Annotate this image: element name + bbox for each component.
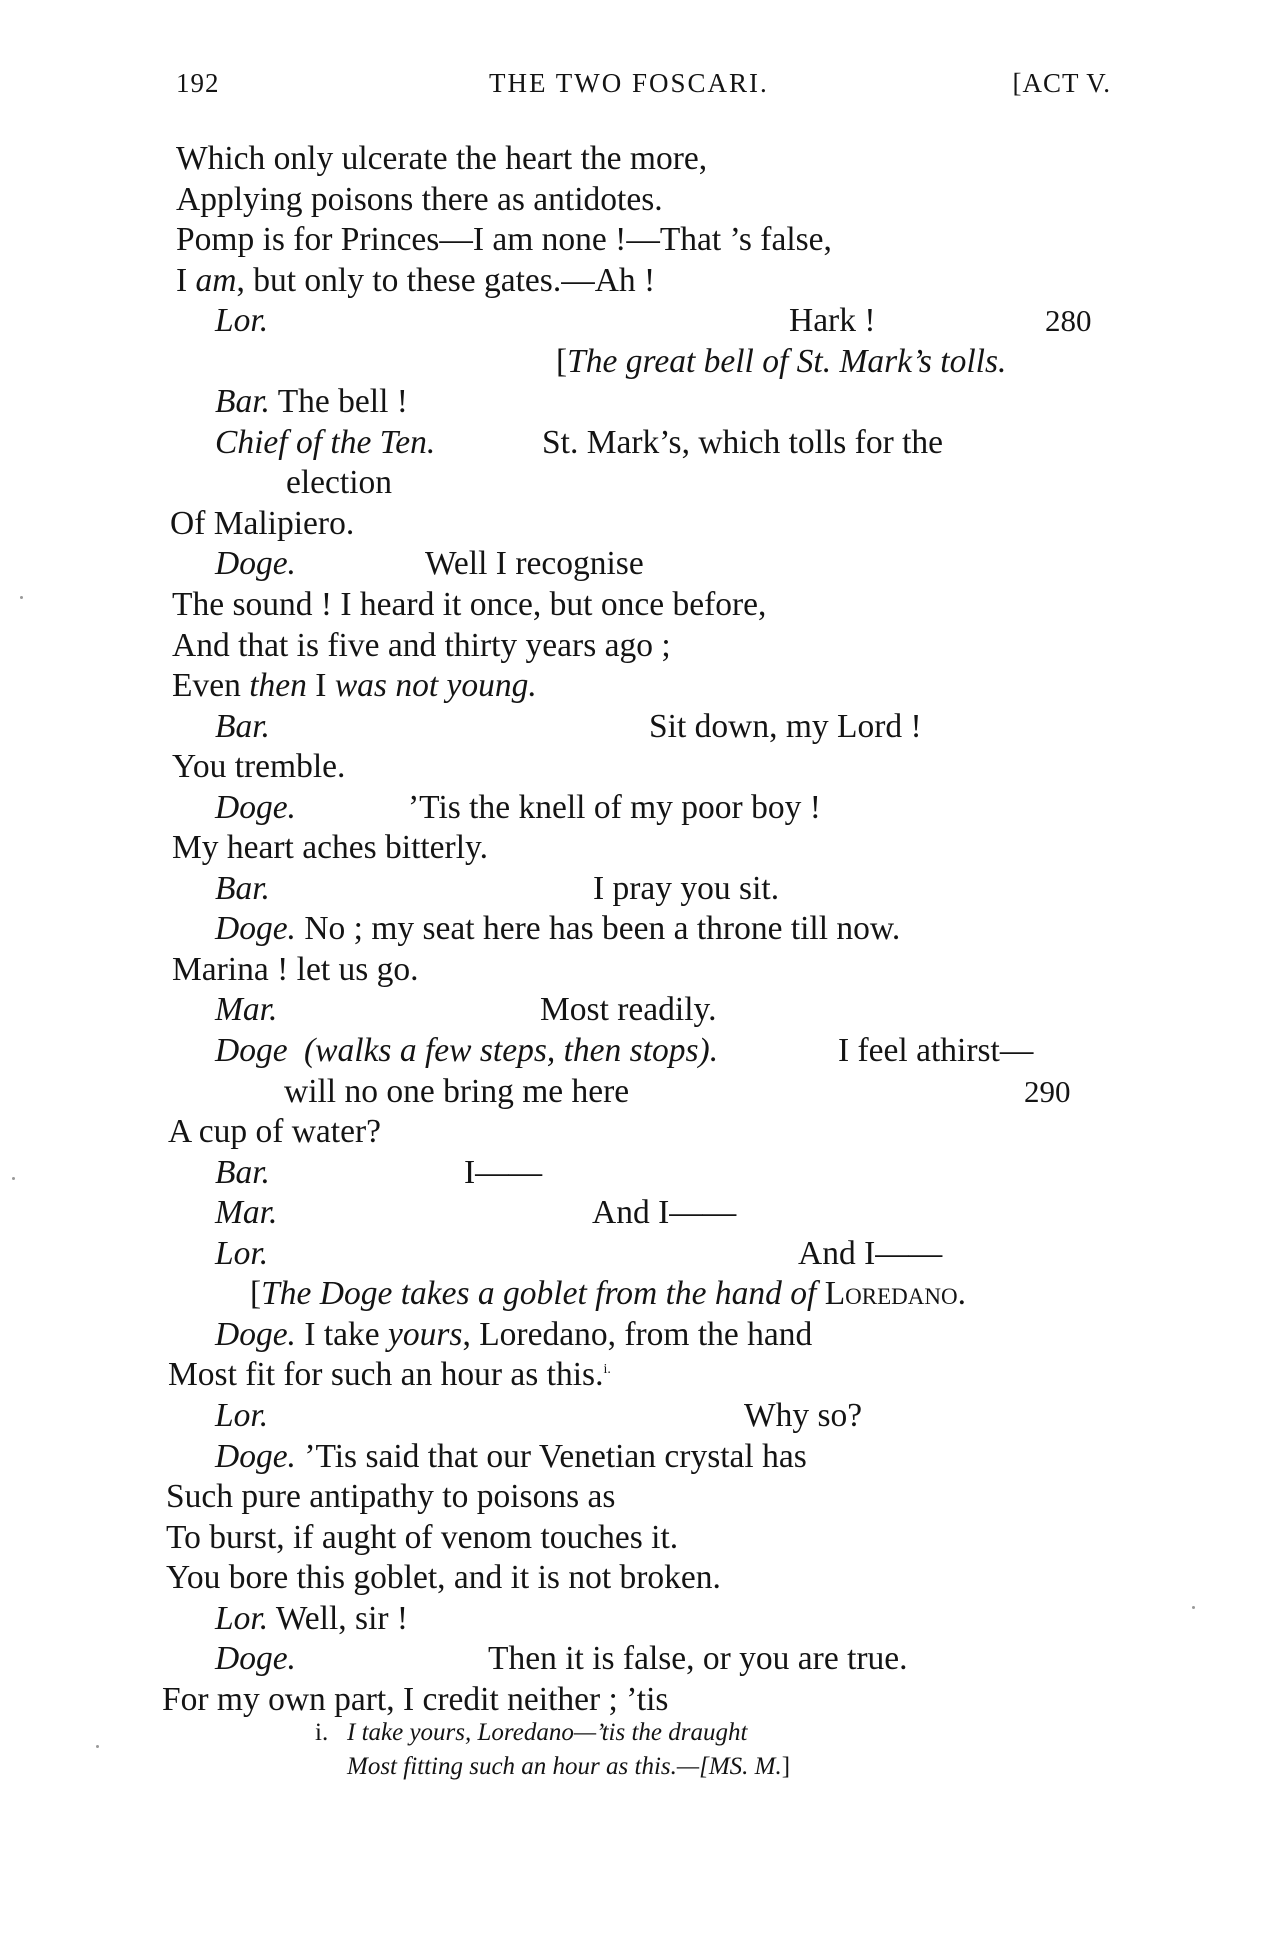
speaker-name: Mar. — [215, 991, 278, 1029]
verse-line: Lor. Why so? — [0, 1396, 1264, 1437]
stage-direction: [The great bell of St. Mark’s tolls. — [556, 342, 1007, 380]
verse-line: For my own part, I credit neither ; ’tis — [162, 1680, 669, 1718]
footnote-marker: i. — [315, 1719, 329, 1746]
paper-speck — [1192, 1606, 1195, 1609]
verse-line: Doge. No ; my seat here has been a throne till now. — [215, 910, 901, 948]
footnote-source: MS. M. — [708, 1753, 782, 1780]
speaker-name: Bar. — [215, 1153, 270, 1191]
speaker-name: Doge. — [215, 910, 296, 948]
verse-line: Of Malipiero. — [170, 504, 355, 542]
verse-line: Marina ! let us go. — [172, 950, 419, 988]
line-number: 280 — [1045, 303, 1092, 339]
speaker-name: Doge. — [215, 1315, 296, 1353]
verse-line: Lor. Well, sir ! — [215, 1599, 409, 1637]
verse-line: Such pure antipathy to poisons as — [166, 1478, 616, 1516]
verse-line: Lor. And I—— — [0, 1234, 1264, 1275]
verse-line: Applying poisons there as antidotes. — [176, 180, 663, 218]
verse-line: Bar. I—— — [0, 1153, 1264, 1194]
verse-line: The sound ! I heard it once, but once before, — [172, 586, 767, 624]
running-title: THE TWO FOSCARI. — [489, 68, 769, 98]
footnote-reference[interactable]: i. — [603, 1362, 611, 1378]
paper-speck — [12, 1177, 15, 1180]
verse-line: Doge. ’Tis said that our Venetian crystal has — [215, 1437, 807, 1475]
speaker-name: Doge. — [215, 1640, 296, 1678]
paper-speck — [96, 1745, 99, 1748]
verse-line: election — [286, 464, 393, 502]
speaker-name: Bar. — [215, 869, 270, 907]
verse-line: Most fit for such an hour as this.$^{i.}$ — [168, 1356, 611, 1394]
running-header — [176, 68, 1111, 112]
verse-line: To burst, if aught of venom touches it. — [166, 1518, 679, 1556]
verse-line: will no one bring me here 290 — [0, 1072, 1264, 1113]
verse-line: Bar. The bell ! — [215, 383, 408, 421]
speaker-name: Doge. — [215, 1437, 296, 1475]
footnote — [0, 1716, 1264, 1750]
stage-direction: (walks a few steps, then stops). — [304, 1032, 719, 1070]
verse-line: Mar. Most readily. — [0, 990, 1264, 1031]
footnote-line: I take yours, Loredano—’tis the draught — [347, 1719, 748, 1746]
verse-line: Doge. Well I recognise — [0, 544, 1264, 585]
verse-line: Even then I was not young. — [172, 667, 537, 705]
page-number: 192 — [176, 68, 220, 98]
footnote-line: Most fitting such an hour as this.—[ — [347, 1753, 709, 1780]
speaker-name: Lor. — [215, 1599, 269, 1637]
verse-line: And that is five and thirty years ago ; — [172, 626, 671, 664]
speaker-name: Chief of the Ten. — [215, 423, 436, 461]
paper-speck — [20, 596, 23, 599]
speaker-name: Bar. — [215, 383, 270, 421]
verse-line: You tremble. — [172, 748, 346, 786]
speaker-name: Mar. — [215, 1194, 278, 1232]
verse-line: A cup of water? — [168, 1113, 382, 1151]
verse-line: Chief of the Ten. St. Mark’s, which tolls for the — [0, 423, 1264, 464]
verse-line: Bar. I pray you sit. — [0, 869, 1264, 910]
verse-line: Mar. And I—— — [0, 1193, 1264, 1234]
verse-line: I am, but only to these gates.—Ah ! — [176, 261, 656, 299]
speaker-name: Bar. — [215, 707, 270, 745]
act-indicator: [ACT V. — [1012, 68, 1111, 98]
verse-line: You bore this goblet, and it is not broken. — [166, 1559, 721, 1597]
verse-line: Bar. Sit down, my Lord ! — [0, 707, 1264, 748]
speaker-name: Doge. — [215, 545, 296, 583]
verse-line: Pomp is for Princes—I am none !—That ’s false, — [176, 221, 832, 259]
line-number: 290 — [1024, 1073, 1071, 1109]
speaker-name: Lor. — [215, 1234, 269, 1272]
speaker-name: Lor. — [215, 1396, 269, 1434]
footnote-continuation: Most fitting such an hour as this.—[MS. M.] — [347, 1753, 791, 1780]
speaker-name: Doge. — [215, 788, 296, 826]
play-text — [0, 139, 1264, 1720]
speaker-name: Doge — [215, 1032, 288, 1070]
verse-line: Doge. Then it is false, or you are true. — [0, 1639, 1264, 1680]
verse-line: Which only ulcerate the heart the more, — [176, 140, 708, 177]
verse-line: Doge (walks a few steps, then stops). I feel athirst— — [0, 1031, 1264, 1072]
stage-direction: [The Doge takes a goblet from the hand of Loredano. — [250, 1275, 966, 1313]
speaker-name: Lor. — [215, 302, 269, 340]
verse-line: Doge. I take yours, Loredano, from the hand — [215, 1315, 813, 1353]
verse-line: My heart aches bitterly. — [172, 829, 488, 867]
verse-line: Doge. ’Tis the knell of my poor boy ! — [0, 788, 1264, 829]
verse-line: Lor. Hark ! 280 — [0, 301, 1264, 342]
